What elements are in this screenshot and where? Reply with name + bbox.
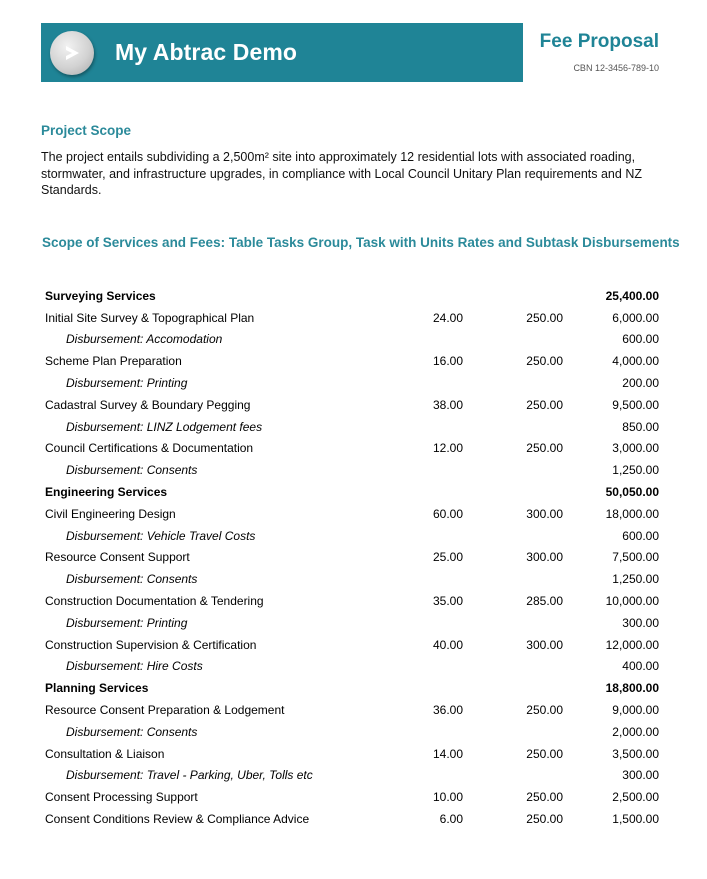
row-rate	[463, 329, 563, 351]
row-rate: 285.00	[526, 594, 563, 609]
row-rate	[463, 459, 563, 481]
fee-table	[41, 285, 661, 830]
row-description: Engineering Services	[45, 485, 168, 500]
task-row	[41, 547, 661, 569]
row-rate: 250.00	[526, 441, 563, 456]
row-amount: 1,250.00	[612, 463, 659, 478]
document-type-title: Fee Proposal	[539, 31, 659, 52]
group-row	[41, 285, 661, 307]
row-units	[401, 656, 463, 678]
row-units: 24.00	[432, 310, 463, 325]
row-description: Initial Site Survey & Topographical Plan	[45, 310, 255, 325]
row-amount: 18,000.00	[605, 506, 659, 521]
row-amount: 12,000.00	[605, 637, 659, 652]
row-amount: 10,000.00	[605, 594, 659, 609]
row-description: Disbursement: Consents	[66, 463, 198, 478]
row-amount: 2,500.00	[612, 790, 659, 805]
row-description: Construction Documentation & Tendering	[45, 594, 264, 609]
row-rate: 250.00	[526, 703, 563, 718]
row-description: Disbursement: Hire Costs	[66, 659, 203, 674]
row-rate	[463, 525, 563, 547]
row-amount: 1,500.00	[612, 812, 659, 827]
row-amount: 18,800.00	[605, 681, 659, 696]
row-rate	[463, 481, 563, 503]
row-amount: 9,000.00	[612, 703, 659, 718]
row-rate	[463, 656, 563, 678]
row-description: Disbursement: Printing	[66, 615, 188, 630]
row-rate	[463, 568, 563, 590]
group-row	[41, 481, 661, 503]
disbursement-row	[41, 721, 661, 743]
row-units	[401, 721, 463, 743]
row-units: 25.00	[432, 550, 463, 565]
row-description: Disbursement: Consents	[66, 724, 198, 739]
row-amount: 7,500.00	[612, 550, 659, 565]
row-rate	[463, 416, 563, 438]
row-rate	[463, 677, 563, 699]
row-description: Consultation & Liaison	[45, 746, 165, 761]
row-amount: 9,500.00	[612, 397, 659, 412]
disbursement-row	[41, 525, 661, 547]
row-amount: 25,400.00	[605, 288, 659, 303]
row-description: Resource Consent Preparation & Lodgement	[45, 703, 285, 718]
logo	[50, 31, 94, 75]
task-row	[41, 699, 661, 721]
task-row	[41, 808, 661, 830]
row-amount: 1,250.00	[612, 572, 659, 587]
row-description: Consent Processing Support	[45, 790, 198, 805]
row-description: Scheme Plan Preparation	[45, 354, 182, 369]
row-units	[401, 568, 463, 590]
disbursement-row	[41, 568, 661, 590]
row-rate	[463, 721, 563, 743]
row-rate: 250.00	[526, 812, 563, 827]
row-amount: 600.00	[622, 528, 659, 543]
task-row	[41, 786, 661, 808]
row-units: 38.00	[432, 397, 463, 412]
row-units: 14.00	[432, 746, 463, 761]
row-description: Disbursement: Accomodation	[66, 332, 223, 347]
row-units	[401, 459, 463, 481]
row-units: 10.00	[432, 790, 463, 805]
header-banner	[41, 23, 523, 82]
row-units	[401, 285, 463, 307]
row-amount: 850.00	[622, 419, 659, 434]
row-amount: 300.00	[622, 768, 659, 783]
disbursement-row	[41, 329, 661, 351]
row-rate: 250.00	[526, 310, 563, 325]
row-amount: 4,000.00	[612, 354, 659, 369]
chevron-right-icon	[62, 43, 82, 63]
row-amount: 200.00	[622, 376, 659, 391]
row-amount: 6,000.00	[612, 310, 659, 325]
project-scope-text: The project entails subdividing a 2,500m² site into approximately 12 residential lots with associated roading, stormwater, and infrastructure upgrades, in compliance with Local Council Unitary Plan requirements and NZ Standards.	[41, 150, 642, 197]
row-rate	[463, 612, 563, 634]
row-description: Disbursement: Vehicle Travel Costs	[66, 528, 256, 543]
row-rate	[463, 765, 563, 787]
row-amount: 3,500.00	[612, 746, 659, 761]
row-description: Civil Engineering Design	[45, 506, 176, 521]
fees-heading: Scope of Services and Fees: Table Tasks Group, Task with Units Rates and Subtask Disbursements	[42, 235, 680, 250]
disbursement-row	[41, 656, 661, 678]
row-units: 40.00	[432, 637, 463, 652]
task-row	[41, 743, 661, 765]
row-units	[401, 677, 463, 699]
task-row	[41, 634, 661, 656]
disbursement-row	[41, 765, 661, 787]
project-scope-heading: Project Scope	[41, 123, 132, 138]
row-units: 16.00	[432, 354, 463, 369]
row-description: Disbursement: Travel - Parking, Uber, Tolls etc	[66, 768, 313, 783]
task-row	[41, 307, 661, 329]
row-description: Consent Conditions Review & Compliance Advice	[45, 812, 310, 827]
row-description: Council Certifications & Documentation	[45, 441, 254, 456]
row-units: 36.00	[432, 703, 463, 718]
row-rate: 300.00	[526, 550, 563, 565]
row-units: 12.00	[432, 441, 463, 456]
row-rate: 300.00	[526, 506, 563, 521]
row-description: Disbursement: LINZ Lodgement fees	[66, 419, 263, 434]
row-amount: 400.00	[622, 659, 659, 674]
row-description: Disbursement: Consents	[66, 572, 198, 587]
row-description: Planning Services	[45, 681, 149, 696]
row-units	[401, 765, 463, 787]
row-units	[401, 329, 463, 351]
row-units: 60.00	[432, 506, 463, 521]
company-name: My Abtrac Demo	[115, 39, 298, 65]
row-amount: 2,000.00	[612, 724, 659, 739]
row-units	[401, 612, 463, 634]
row-amount: 3,000.00	[612, 441, 659, 456]
row-rate: 250.00	[526, 354, 563, 369]
task-row	[41, 438, 661, 460]
row-rate	[463, 372, 563, 394]
disbursement-row	[41, 416, 661, 438]
row-units	[401, 372, 463, 394]
row-amount: 600.00	[622, 332, 659, 347]
row-rate: 250.00	[526, 746, 563, 761]
row-rate: 300.00	[526, 637, 563, 652]
task-row	[41, 394, 661, 416]
row-description: Construction Supervision & Certification	[45, 637, 257, 652]
disbursement-row	[41, 372, 661, 394]
row-description: Cadastral Survey & Boundary Pegging	[45, 397, 251, 412]
task-row	[41, 503, 661, 525]
disbursement-row	[41, 459, 661, 481]
row-units: 35.00	[432, 594, 463, 609]
row-rate	[463, 285, 563, 307]
task-row	[41, 350, 661, 372]
row-units: 6.00	[439, 812, 463, 827]
group-row	[41, 677, 661, 699]
row-description: Surveying Services	[45, 288, 156, 303]
row-description: Disbursement: Printing	[66, 376, 188, 391]
row-description: Resource Consent Support	[45, 550, 190, 565]
row-units	[401, 525, 463, 547]
row-rate: 250.00	[526, 397, 563, 412]
disbursement-row	[41, 612, 661, 634]
task-row	[41, 590, 661, 612]
row-rate: 250.00	[526, 790, 563, 805]
company-business-number: CBN 12-3456-789-10	[573, 63, 659, 73]
row-amount: 50,050.00	[605, 485, 659, 500]
row-amount: 300.00	[622, 615, 659, 630]
row-units	[401, 416, 463, 438]
row-units	[401, 481, 463, 503]
